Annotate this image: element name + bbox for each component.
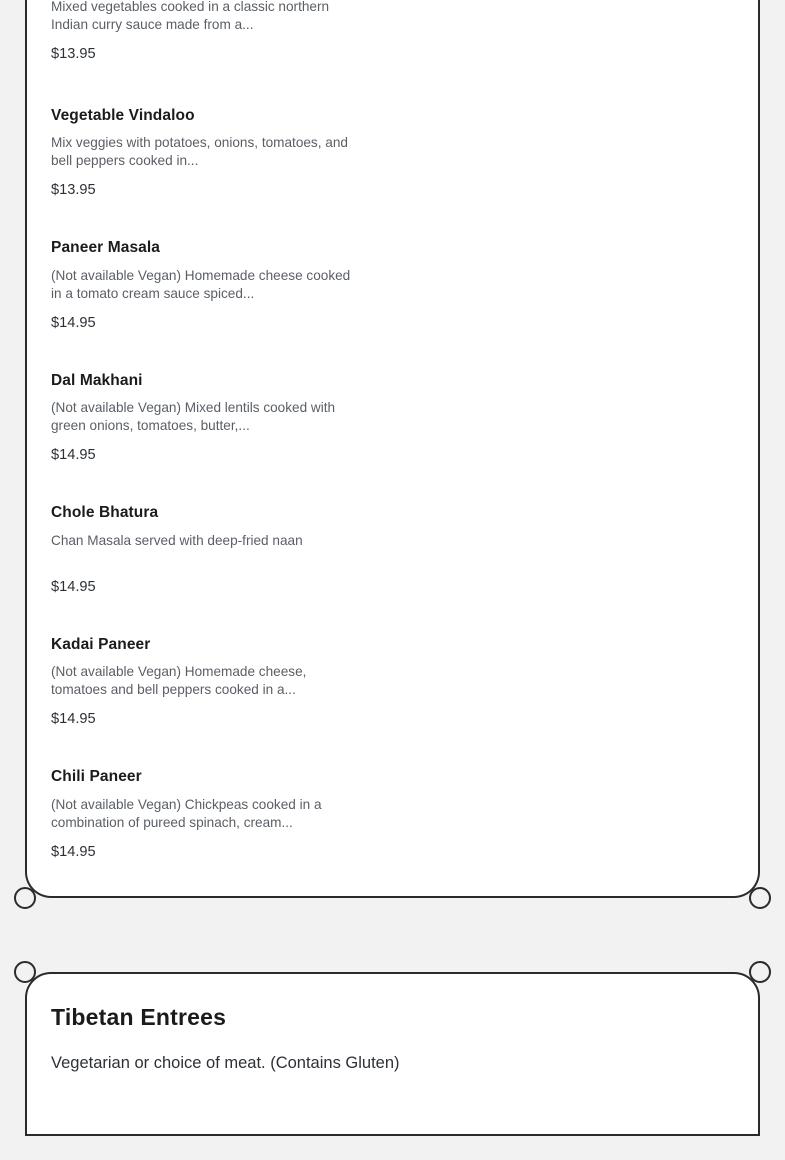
card-corner-notch-top-right — [749, 961, 771, 983]
card-corner-notch-bottom-left — [14, 887, 36, 909]
item-name: Vegetable Vindaloo — [51, 106, 195, 124]
page-title: Tibetan Entrees — [51, 1003, 227, 1030]
item-description: (Not available Vegan) Mixed lentils cooked with green onions, tomatoes, butter,... — [51, 400, 336, 434]
item-name: Chole Bhatura — [51, 504, 159, 522]
list-item[interactable] — [51, 768, 734, 859]
item-price: $14.95 — [51, 843, 96, 860]
item-description: Mixed vegetables cooked in a classic northern Indian curry sauce made from a... — [51, 0, 330, 32]
item-name: Kadai Paneer — [51, 635, 151, 653]
menu-card-tibetan-entrees — [25, 972, 760, 1136]
item-price: $13.95 — [51, 182, 96, 199]
item-price: $14.95 — [51, 447, 96, 464]
item-description: (Not available Vegan) Chickpeas cooked in a combination of pureed spinach, cream... — [51, 796, 322, 830]
list-item[interactable] — [51, 636, 734, 727]
list-item[interactable] — [51, 107, 734, 198]
list-item[interactable] — [51, 504, 734, 595]
list-item[interactable] — [51, 0, 734, 62]
menu-card-content — [27, 0, 758, 860]
item-description: Mix veggies with potatoes, onions, tomatoes, and bell peppers cooked in... — [51, 135, 348, 169]
section-subtitle: Vegetarian or choice of meat. (Contains Gluten) — [51, 1053, 400, 1072]
item-description: (Not available Vegan) Homemade cheese cooked in a tomato cream sauce spiced... — [51, 267, 351, 301]
item-name: Chili Paneer — [51, 768, 142, 786]
item-price: $14.95 — [51, 314, 96, 331]
item-price: $14.95 — [51, 711, 96, 728]
card-corner-notch-top-left — [14, 961, 36, 983]
item-price: $14.95 — [51, 578, 96, 595]
menu-card-entrees — [25, 0, 760, 898]
item-description: (Not available Vegan) Homemade cheese, tomatoes and bell peppers cooked in a... — [51, 664, 307, 698]
item-name: Paneer Masala — [51, 239, 161, 257]
item-price: $13.95 — [51, 45, 96, 62]
item-description: Chan Masala served with deep-fried naan — [51, 532, 303, 548]
item-name: Dal Makhani — [51, 371, 143, 389]
list-item[interactable] — [51, 372, 734, 463]
section-content — [27, 1004, 758, 1134]
card-corner-notch-bottom-right — [749, 887, 771, 909]
list-item[interactable] — [51, 239, 734, 330]
menu-item-list — [51, 0, 734, 860]
